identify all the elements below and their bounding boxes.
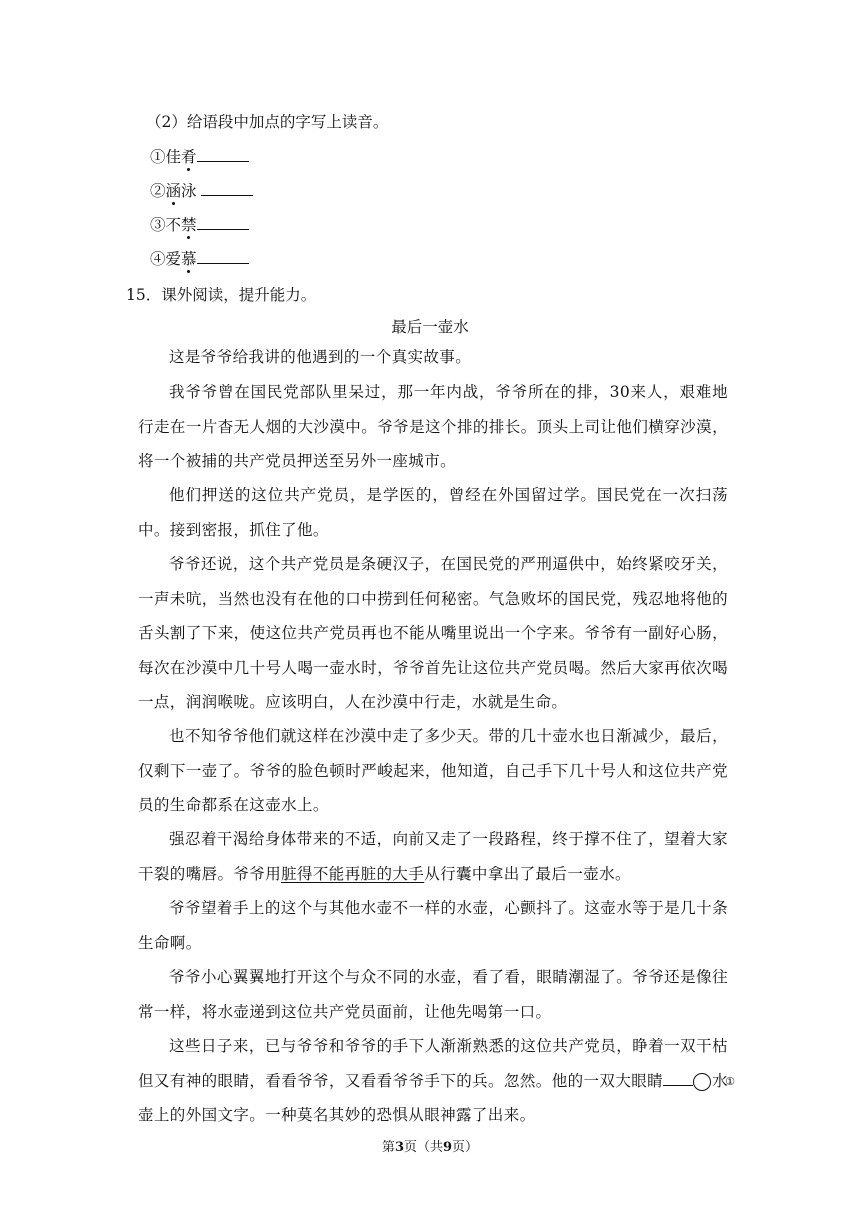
answer-blank[interactable] xyxy=(201,181,253,196)
answer-blank[interactable] xyxy=(197,249,249,264)
paragraph-8: 爷爷小心翼翼地打开这个与众不同的水壶，看了看，眼睛潮湿了。爷爷还是像往常一样，将水壶递到这位共产党员面前，让他先喝第一口。 xyxy=(138,968,728,1021)
current-page: 3 xyxy=(394,1140,404,1155)
paragraph-4: 爷爷还说，这个共产党员是条硬汉子，在国民党的严刑逼供中，始终紧咬牙关，一声未吭，当然也没有在他的口中捞到任何秘密。气急败坏的国民党，残忍地将他的舌头割了下来，使这位共产党员再也不能从嘴里说出一个字来。爷爷有一副好心肠，每次在沙漠中几十号人喝一壶水时，爷爷首先让这位共产党员喝。然后大家再依次喝一点，润润喉咙。应该明白，人在沙漠中行走，水就是生命。 xyxy=(138,555,728,711)
option-number: ③ xyxy=(150,216,166,234)
dotted-char: 禁 xyxy=(181,216,197,234)
answer-blank[interactable] xyxy=(663,1071,693,1086)
option-1: ①佳肴 xyxy=(150,147,249,167)
dotted-char: 肴 xyxy=(181,148,197,166)
answer-blank[interactable] xyxy=(197,215,249,230)
total-pages: 9 xyxy=(443,1140,453,1155)
answer-blank[interactable] xyxy=(197,147,249,162)
option-number: ④ xyxy=(150,250,166,268)
paragraph-6: 强忍着干渴给身体带来的不适，向前又走了一段路程，终于撑不住了，望着大家干裂的嘴唇。爷爷用脏得不能再脏的大手从行囊中拿出了最后一壶水。 xyxy=(138,830,728,883)
page-footer: 第3页（共9页） xyxy=(381,1140,479,1155)
paragraph-3: 他们押送的这位共产党员，是学医的，曾经在外国留过学。国民党在一次扫荡中。接到密报，抓住了他。 xyxy=(138,486,728,539)
option-number: ① xyxy=(150,148,166,166)
option-number: ② xyxy=(150,182,166,200)
dotted-char: 慕 xyxy=(181,250,197,268)
paragraph-1: 这是爷爷给我讲的他遇到的一个真实故事。 xyxy=(169,348,472,366)
dotted-char: 涵 xyxy=(165,182,182,200)
paragraph-2: 我爷爷曾在国民党部队里呆过，那一年内战，爷爷所在的排，30来人，艰难地行走在一片杳无人烟的大沙漠中。爷爷是这个排的排长。顶头上司让他们横穿沙漠，将一个被捕的共产党员押送至另外一座城市。 xyxy=(138,383,728,470)
question-15-label: 15．课外阅读，提升能力。 xyxy=(126,286,317,304)
paragraph-5: 也不知爷爷他们就这样在沙漠中走了多少天。带的几十壶水也日渐减少，最后，仅剩下一壶了。爷爷的脸色顿时严峻起来，他知道，自己手下几十号人和这位共产党员的生命都系在这壶水上。 xyxy=(138,727,728,814)
blank-number: ① xyxy=(693,1073,711,1091)
underlined-phrase: 脏得不能再脏的大手 xyxy=(281,864,425,883)
option-4: ④爱慕 xyxy=(150,249,249,269)
paragraph-7: 爷爷望着手上的这个与其他水壶不一样的水壶，心颤抖了。这壶水等于是几十条生命啊。 xyxy=(138,899,728,952)
story-title: 最后一壶水 xyxy=(391,318,469,336)
option-3: ③不禁 xyxy=(150,215,249,235)
paragraph-9: 这些日子来，已与爷爷和爷爷的手下人渐渐熟悉的这位共产党员，睁着一双干枯但又有神的眼睛，看看爷爷，又看看爷爷手下的兵。忽然。他的一双大眼睛 ①水壶上的外国文字。一种莫名其妙的恐惧从眼神露了出来。 xyxy=(138,1037,736,1124)
question-2-label: （2）给语段中加点的字写上读音。 xyxy=(146,113,389,131)
option-2: ②涵泳 xyxy=(150,181,253,201)
